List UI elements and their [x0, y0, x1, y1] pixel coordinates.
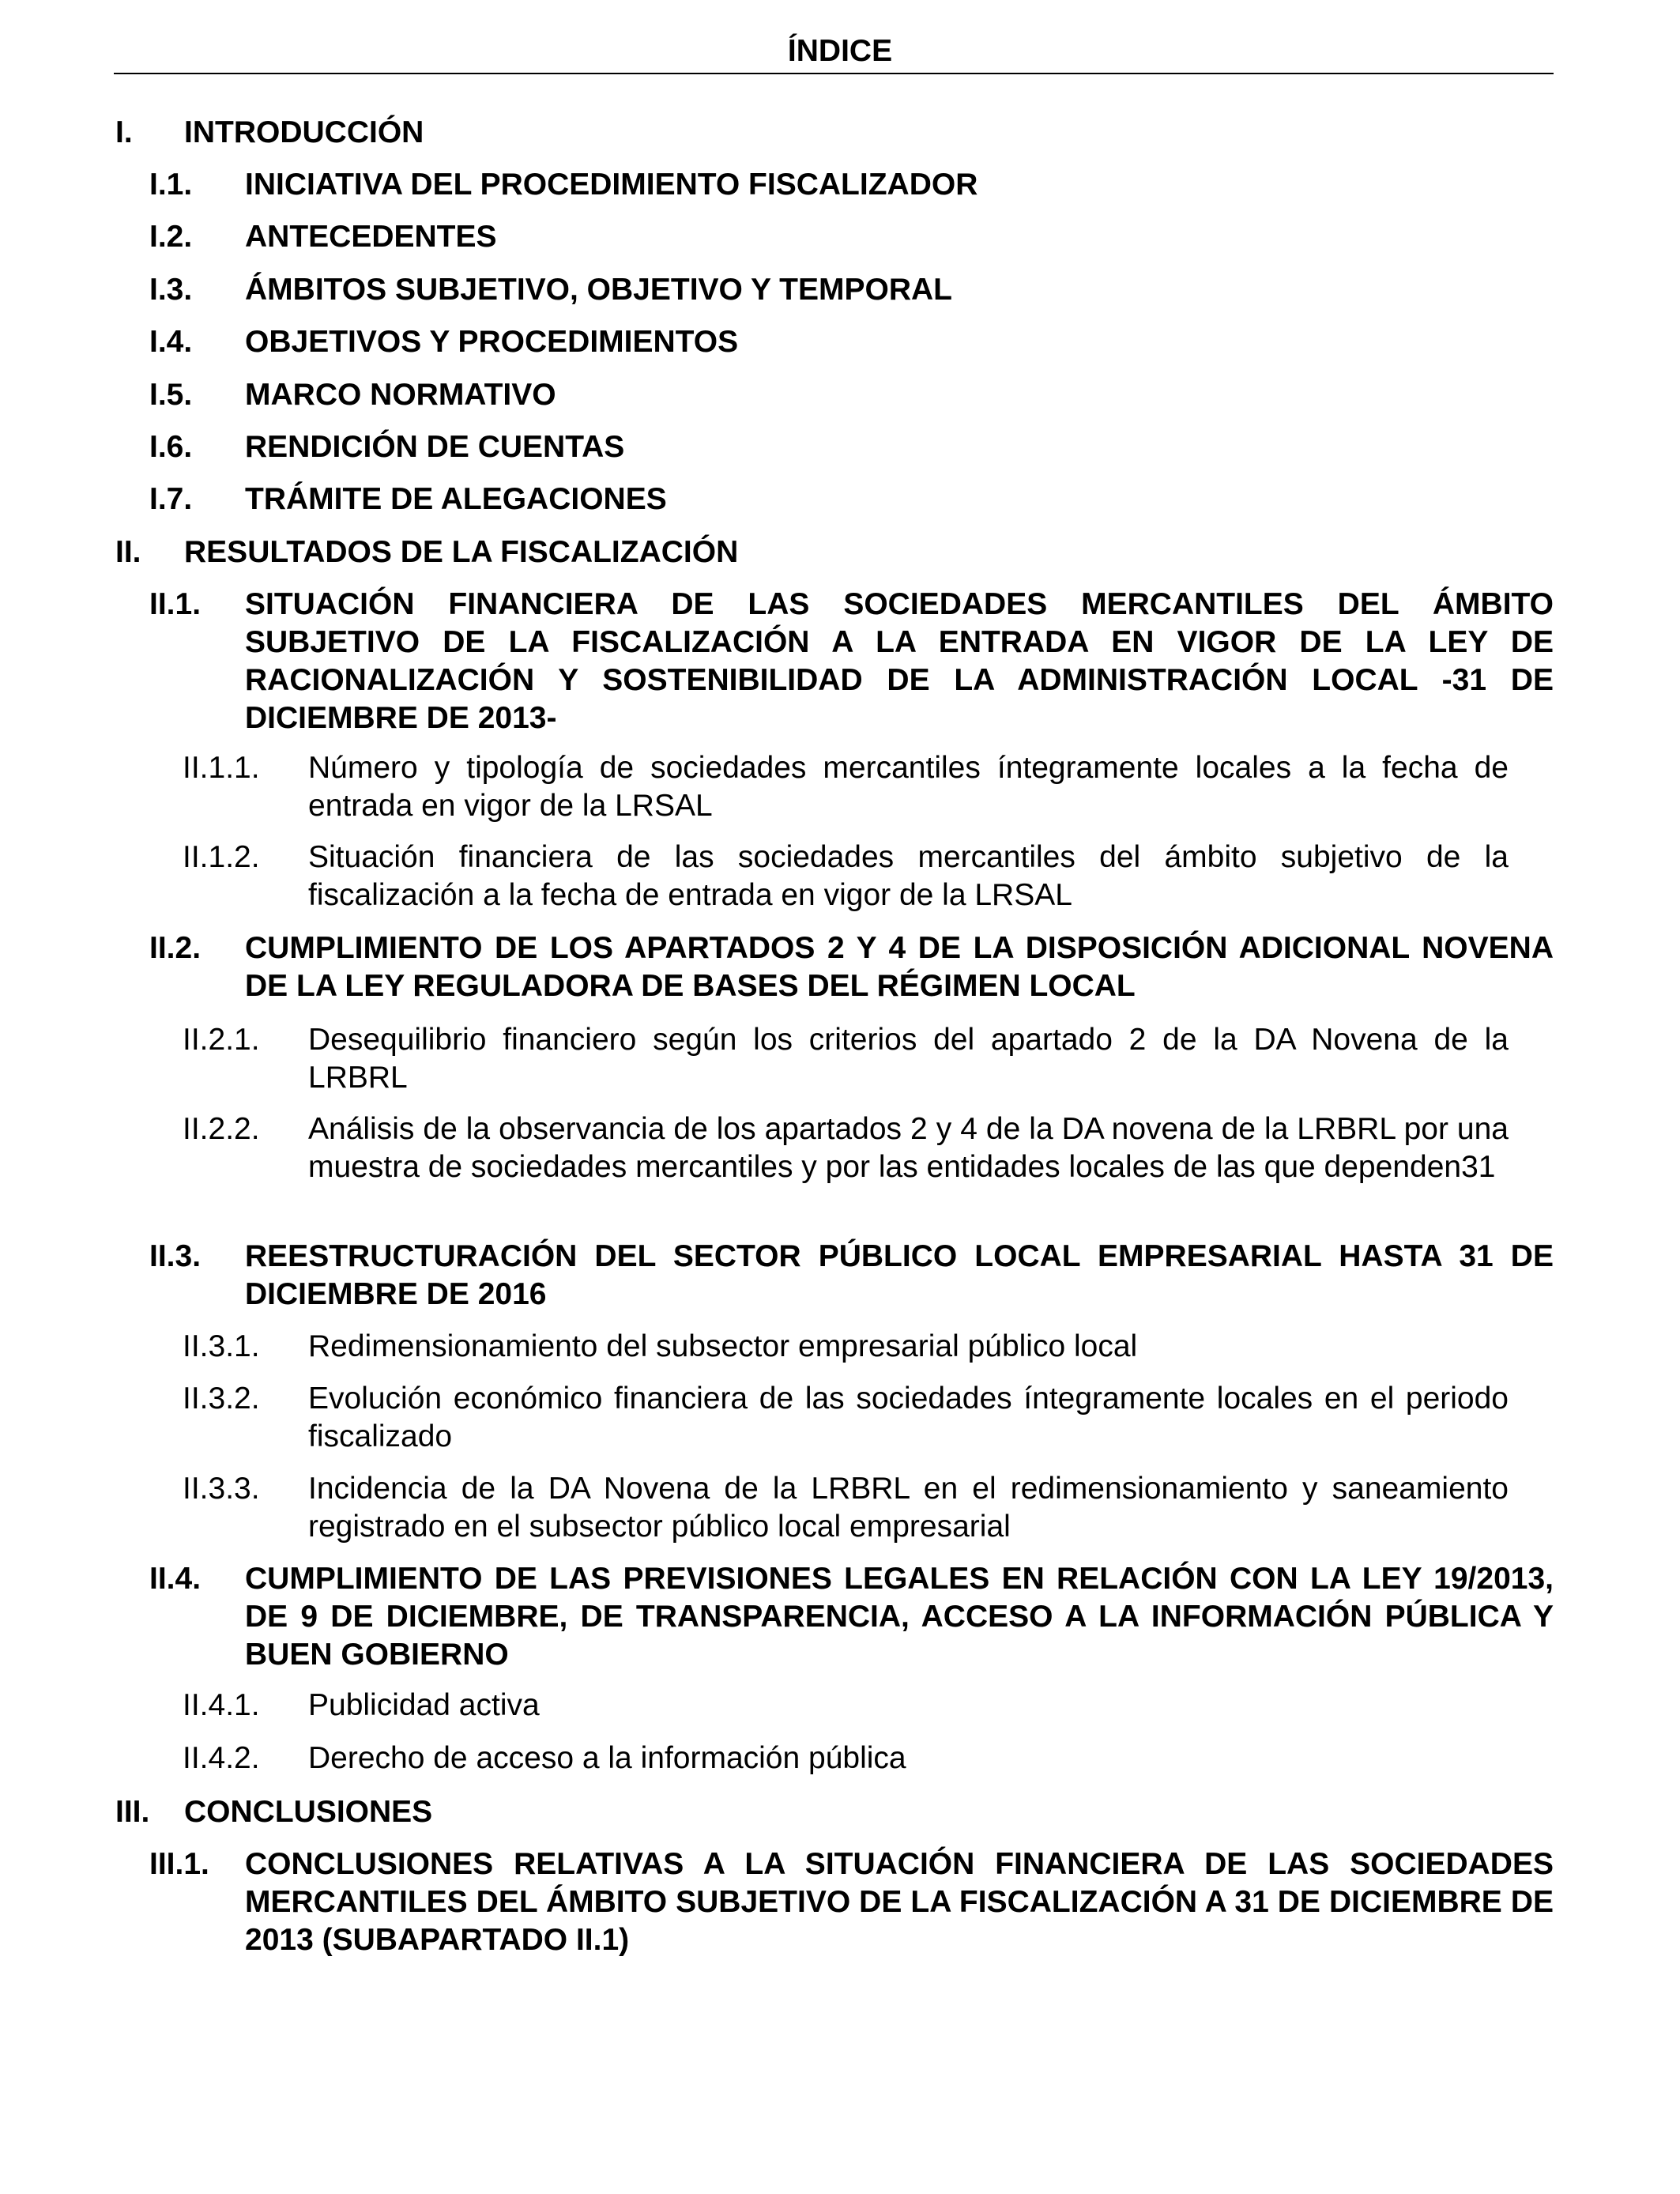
- toc-entry-text: Evolución económico financiera de las sociedades íntegramente locales en el periodo fiscalizado: [308, 1382, 1509, 1453]
- toc-entry-text: SITUACIÓN FINANCIERA DE LAS SOCIEDADES MERCANTILES DEL ÁMBITO SUBJETIVO DE LA FISCALIZACIÓN A LA ENTRADA EN VIGOR DE LA LEY DE RACIONALIZACIÓN Y SOSTENIBILIDAD DE LA ADMINISTRACIÓN LOCAL -31 DE DICIEMBRE DE 2013-: [245, 587, 1554, 735]
- toc-entry-text: MARCO NORMATIVO: [245, 378, 556, 412]
- toc-entry-number: II.2.2.: [183, 1112, 260, 1146]
- toc-entry-text: Situación financiera de las sociedades mercantiles del ámbito subjetivo de la fiscalización a la fecha de entrada en vigor de la LRSAL: [308, 840, 1509, 912]
- toc-entry-text: Derecho de acceso a la información pública: [308, 1741, 906, 1775]
- toc-entry-number: II.1.: [149, 587, 202, 621]
- toc-entry-text: Desequilibrio financiero según los criterios del apartado 2 de la DA Novena de la LRBRL: [308, 1023, 1509, 1095]
- toc-entry-number: III.: [115, 1795, 150, 1829]
- toc-entry-text: Redimensionamiento del subsector empresarial público local: [308, 1329, 1138, 1363]
- toc-entry-number: II.4.2.: [183, 1741, 260, 1775]
- toc-entry-number: II.: [115, 535, 141, 569]
- toc-entry-text: OBJETIVOS Y PROCEDIMIENTOS: [245, 325, 739, 359]
- toc-entry-number: II.2.: [149, 931, 202, 965]
- toc-entry-number: II.4.1.: [183, 1688, 260, 1722]
- toc-entry-text: CONCLUSIONES RELATIVAS A LA SITUACIÓN FINANCIERA DE LAS SOCIEDADES MERCANTILES DEL ÁMBITO SUBJETIVO DE LA FISCALIZACIÓN A 31 DE DICIEMBRE DE 2013 (SUBAPARTADO II.1): [245, 1847, 1554, 1957]
- toc-entry-number: I.6.: [149, 430, 193, 464]
- toc-entry-text: RENDICIÓN DE CUENTAS: [245, 430, 625, 464]
- toc-entry-number: I.5.: [149, 378, 193, 412]
- toc-entry-text: Publicidad activa: [308, 1688, 540, 1722]
- title-divider: [114, 73, 1554, 74]
- toc-entry-text: Análisis de la observancia de los apartados 2 y 4 de la DA novena de la LRBRL por una muestra de sociedades mercantiles y por las entidades locales de las que dependen31: [308, 1112, 1509, 1184]
- toc-entry-text: CUMPLIMIENTO DE LAS PREVISIONES LEGALES EN RELACIÓN CON LA LEY 19/2013, DE 9 DE DICIEMBRE, DE TRANSPARENCIA, ACCESO A LA INFORMACIÓN PÚBLICA Y BUEN GOBIERNO: [245, 1562, 1554, 1672]
- toc-entry-text: Incidencia de la DA Novena de la LRBRL en el redimensionamiento y saneamiento registrado en el subsector público local empresarial: [308, 1472, 1509, 1544]
- toc-entry-text: INTRODUCCIÓN: [184, 115, 424, 149]
- toc-entry-text: ANTECEDENTES: [245, 220, 497, 254]
- toc-entry-number: II.3.3.: [183, 1472, 260, 1506]
- toc-entry-number: II.1.2.: [183, 840, 260, 874]
- toc-entry-text: Número y tipología de sociedades mercantiles íntegramente locales a la fecha de entrada en vigor de la LRSAL: [308, 751, 1509, 823]
- toc-entry-text: TRÁMITE DE ALEGACIONES: [245, 482, 667, 516]
- toc-entry-number: I.4.: [149, 325, 193, 359]
- toc-entry-text: REESTRUCTURACIÓN DEL SECTOR PÚBLICO LOCAL EMPRESARIAL HASTA 31 DE DICIEMBRE DE 2016: [245, 1239, 1554, 1311]
- toc-entry-number: I.: [115, 115, 133, 149]
- toc-entry-text: ÁMBITOS SUBJETIVO, OBJETIVO Y TEMPORAL: [245, 273, 952, 307]
- toc-entry-number: II.2.1.: [183, 1023, 260, 1057]
- toc-entry-text: INICIATIVA DEL PROCEDIMIENTO FISCALIZADOR: [245, 168, 978, 202]
- toc-entry-number: II.4.: [149, 1562, 202, 1596]
- toc-entry-number: I.1.: [149, 168, 193, 202]
- toc-entry-number: III.1.: [149, 1847, 209, 1881]
- toc-entry-text: CUMPLIMIENTO DE LOS APARTADOS 2 Y 4 DE LA DISPOSICIÓN ADICIONAL NOVENA DE LA LEY REGULADORA DE BASES DEL RÉGIMEN LOCAL: [245, 931, 1554, 1003]
- toc-entry-number: I.2.: [149, 220, 193, 254]
- toc-entry-number: I.3.: [149, 273, 193, 307]
- toc-entry-number: II.3.: [149, 1239, 202, 1273]
- toc-entry-text: RESULTADOS DE LA FISCALIZACIÓN: [184, 535, 739, 569]
- page-title: ÍNDICE: [787, 34, 893, 68]
- toc-entry-number: II.3.2.: [183, 1382, 260, 1416]
- toc-entry-text: CONCLUSIONES: [184, 1795, 433, 1829]
- toc-entry-number: II.1.1.: [183, 751, 260, 785]
- toc-entry-number: I.7.: [149, 482, 193, 516]
- toc-entry-number: II.3.1.: [183, 1329, 260, 1363]
